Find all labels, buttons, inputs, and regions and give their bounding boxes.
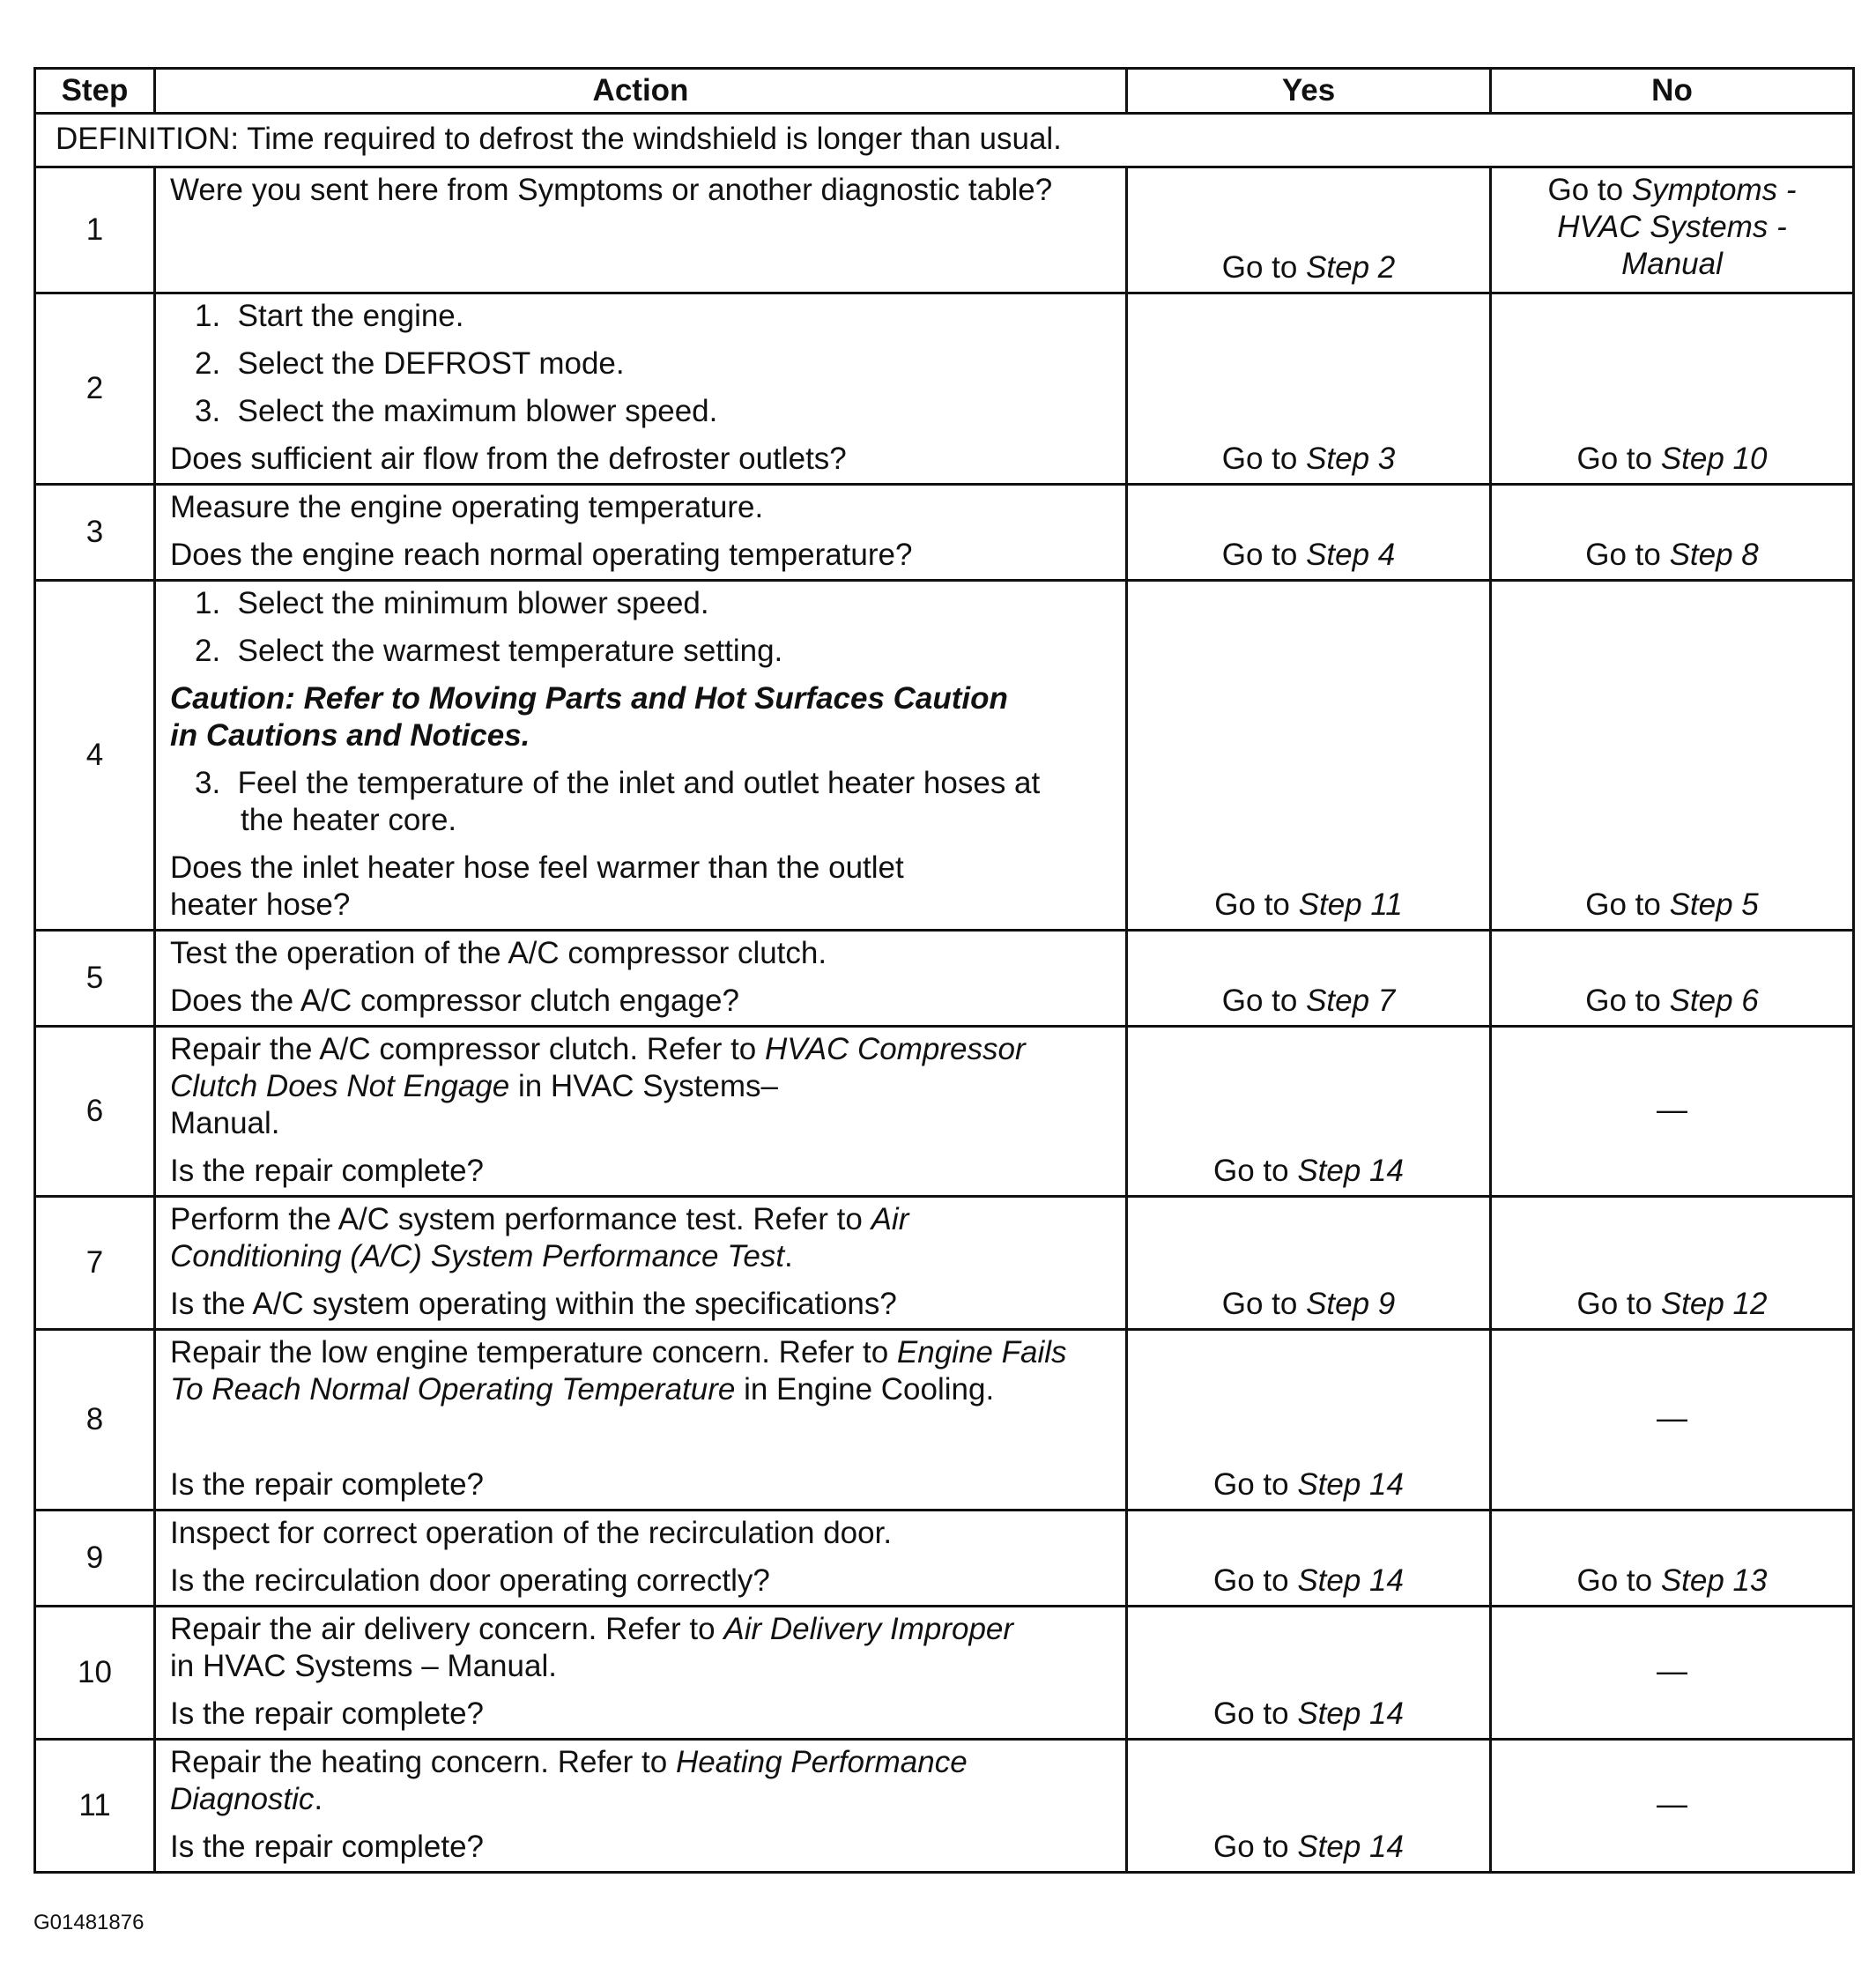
- step-ref: Step 14: [1297, 1563, 1404, 1598]
- yes-cell: [1127, 167, 1491, 293]
- yes-cell: [1127, 293, 1491, 485]
- go-to-text: Go to: [1221, 1287, 1307, 1321]
- procedure-ref: Clutch Does Not Engage: [170, 1069, 510, 1103]
- table-row: [35, 485, 1854, 581]
- table-row: [35, 1740, 1854, 1873]
- go-to-text: Go to: [1221, 442, 1307, 476]
- table-row: [35, 293, 1854, 485]
- numbered-item: [170, 345, 1111, 382]
- question-text: Is the repair complete?: [170, 1467, 485, 1502]
- action-text: Were you sent here from Symptoms or another diagnostic table?: [170, 173, 1053, 207]
- go-to-text: Go to: [1576, 1563, 1661, 1598]
- step-ref: Step 10: [1660, 442, 1768, 476]
- item-number: 2.: [195, 346, 221, 381]
- yes-cell: [1127, 931, 1491, 1027]
- step-ref: Step 4: [1306, 538, 1396, 572]
- question-text: Does sufficient air flow from the defroster outlets?: [170, 442, 847, 476]
- step-ref: Step 7: [1306, 984, 1396, 1018]
- yes-cell: [1127, 1330, 1491, 1511]
- hvac-systems-ref: HVAC Systems -: [1557, 210, 1787, 244]
- no-cell: [1491, 931, 1854, 1027]
- blank-space: [170, 1419, 1111, 1466]
- action-cell: [155, 1027, 1127, 1197]
- question-text: Is the recirculation door operating correctly?: [170, 1563, 770, 1598]
- step-ref: Step 11: [1298, 887, 1403, 922]
- step-ref: Step 13: [1660, 1563, 1768, 1598]
- item-number: 3.: [195, 766, 221, 800]
- header-yes: Yes: [1127, 69, 1491, 114]
- item-text: Select the maximum blower speed.: [237, 394, 718, 428]
- table-row: [35, 581, 1854, 931]
- action-prefix: Repair the heating concern. Refer to: [170, 1745, 676, 1779]
- item-number: 1.: [195, 586, 221, 620]
- table-row: [35, 1330, 1854, 1511]
- step-ref: Step 9: [1306, 1287, 1396, 1321]
- yes-cell: [1127, 1607, 1491, 1740]
- go-to-text: Go to: [1221, 984, 1307, 1018]
- step-ref: Step 3: [1306, 442, 1396, 476]
- action-text: [170, 1334, 1111, 1408]
- go-to-text: Go to: [1576, 442, 1661, 476]
- step-number: 7: [35, 1197, 155, 1330]
- procedure-ref: To Reach Normal Operating Temperature: [170, 1372, 736, 1407]
- table-header-row: [35, 69, 1854, 114]
- step-ref: Step 5: [1669, 887, 1759, 922]
- action-cell: [155, 1740, 1127, 1873]
- action-suffix: .: [314, 1782, 323, 1816]
- item-text: Start the engine.: [237, 299, 464, 333]
- action-cell: [155, 1330, 1127, 1511]
- procedure-ref: Air Delivery Improper: [723, 1612, 1014, 1646]
- table-row: [35, 1027, 1854, 1197]
- definition-text: DEFINITION: Time required to defrost the windshield is longer than usual.: [35, 114, 1854, 167]
- go-to-text: Go to: [1213, 1467, 1298, 1502]
- no-cell: [1491, 293, 1854, 485]
- go-to-text: Go to: [1221, 250, 1307, 285]
- symptoms-ref: Symptoms -: [1631, 173, 1797, 207]
- numbered-item: [170, 585, 1111, 622]
- step-number: 5: [35, 931, 155, 1027]
- table-row: [35, 1607, 1854, 1740]
- diagnostic-table: [33, 67, 1855, 1874]
- table-row: [35, 167, 1854, 293]
- caution-note: [170, 680, 1111, 754]
- question-text: Is the A/C system operating within the specifications?: [170, 1287, 897, 1321]
- go-to-text: Go to: [1547, 173, 1632, 207]
- header-action: Action: [155, 69, 1127, 114]
- yes-cell: [1127, 485, 1491, 581]
- yes-cell: [1127, 1197, 1491, 1330]
- action-suffix: Manual.: [170, 1106, 280, 1140]
- go-to-text: Go to: [1585, 538, 1670, 572]
- figure-id: G01481876: [33, 1911, 145, 1934]
- no-cell: —: [1491, 1330, 1854, 1511]
- action-prefix: Repair the A/C compressor clutch. Refer to: [170, 1032, 765, 1066]
- action-prefix: Repair the low engine temperature concern. Refer to: [170, 1335, 897, 1370]
- action-prefix: Perform the A/C system performance test. Refer to: [170, 1202, 871, 1236]
- item-text: Select the warmest temperature setting.: [237, 634, 783, 668]
- table-row: [35, 1511, 1854, 1607]
- go-to-text: Go to: [1585, 984, 1670, 1018]
- step-number: 9: [35, 1511, 155, 1607]
- step-number: 10: [35, 1607, 155, 1740]
- no-cell: [1491, 1511, 1854, 1607]
- step-ref: Step 14: [1297, 1467, 1404, 1502]
- header-step: Step: [35, 69, 155, 114]
- procedure-ref: Diagnostic: [170, 1782, 315, 1816]
- question-text: Is the repair complete?: [170, 1696, 485, 1731]
- action-text: [170, 1031, 1111, 1142]
- step-ref: Step 14: [1297, 1830, 1404, 1864]
- procedure-ref: Conditioning (A/C) System Performance Test: [170, 1239, 785, 1273]
- action-text: Test the operation of the A/C compressor clutch.: [170, 936, 827, 970]
- manual-ref: Manual: [1621, 247, 1723, 281]
- action-text: [170, 1201, 1111, 1275]
- question-text: [170, 850, 1111, 924]
- table-row: [35, 1197, 1854, 1330]
- numbered-item: [170, 765, 1111, 839]
- item-number: 1.: [195, 299, 221, 333]
- go-to-text: Go to: [1585, 887, 1670, 922]
- step-ref: Step 14: [1297, 1696, 1404, 1731]
- action-suffix: in HVAC Systems – Manual.: [170, 1649, 557, 1683]
- step-number: 8: [35, 1330, 155, 1511]
- caution-line: Caution: Refer to Moving Parts and Hot Surfaces Caution: [170, 681, 1008, 716]
- step-number: 2: [35, 293, 155, 485]
- yes-cell: [1127, 1027, 1491, 1197]
- question-text: Does the engine reach normal operating temperature?: [170, 538, 913, 572]
- item-number: 3.: [195, 394, 221, 428]
- no-cell: —: [1491, 1607, 1854, 1740]
- go-to-text: Go to: [1213, 1154, 1298, 1188]
- action-cell: [155, 581, 1127, 931]
- procedure-ref: Heating Performance: [675, 1745, 968, 1779]
- question-line: heater hose?: [170, 887, 351, 922]
- procedure-ref: Engine Fails: [896, 1335, 1067, 1370]
- go-to-text: Go to: [1213, 1696, 1298, 1731]
- yes-cell: [1127, 581, 1491, 931]
- step-number: 4: [35, 581, 155, 931]
- action-cell: [155, 293, 1127, 485]
- go-to-text: Go to: [1576, 1287, 1661, 1321]
- yes-cell: [1127, 1511, 1491, 1607]
- question-line: Does the inlet heater hose feel warmer than the outlet: [170, 850, 904, 885]
- no-cell: [1491, 1197, 1854, 1330]
- action-cell: [155, 931, 1127, 1027]
- numbered-item: [170, 298, 1111, 335]
- question-text: Is the repair complete?: [170, 1830, 485, 1864]
- action-prefix: Repair the air delivery concern. Refer to: [170, 1612, 724, 1646]
- action-cell: [155, 1197, 1127, 1330]
- question-text: Is the repair complete?: [170, 1154, 485, 1188]
- table-row: [35, 931, 1854, 1027]
- numbered-item: [170, 633, 1111, 670]
- step-number: 6: [35, 1027, 155, 1197]
- item-text-continued: the heater core.: [241, 803, 457, 837]
- question-text: Does the A/C compressor clutch engage?: [170, 984, 739, 1018]
- no-cell: —: [1491, 1740, 1854, 1873]
- action-text: [170, 1744, 1111, 1818]
- action-suffix: in HVAC Systems–: [509, 1069, 778, 1103]
- procedure-ref: HVAC Compressor: [765, 1032, 1026, 1066]
- action-suffix: in Engine Cooling.: [735, 1372, 995, 1407]
- step-ref: Step 12: [1660, 1287, 1768, 1321]
- action-cell: [155, 485, 1127, 581]
- action-cell: [155, 1511, 1127, 1607]
- no-cell: [1491, 167, 1854, 293]
- item-number: 2.: [195, 634, 221, 668]
- numbered-item: [170, 393, 1111, 430]
- definition-row: [35, 114, 1854, 167]
- step-ref: Step 6: [1669, 984, 1759, 1018]
- action-cell: [155, 1607, 1127, 1740]
- no-cell: —: [1491, 1027, 1854, 1197]
- step-ref: Step 2: [1306, 250, 1396, 285]
- action-text: Inspect for correct operation of the recirculation door.: [170, 1516, 893, 1550]
- header-no: No: [1491, 69, 1854, 114]
- action-text: [170, 1611, 1111, 1685]
- go-to-text: Go to: [1213, 1830, 1298, 1864]
- item-text: Select the minimum blower speed.: [237, 586, 709, 620]
- yes-cell: [1127, 1740, 1491, 1873]
- go-to-text: Go to: [1213, 1563, 1298, 1598]
- action-suffix: .: [784, 1239, 793, 1273]
- item-text: Feel the temperature of the inlet and outlet heater hoses at: [237, 766, 1041, 800]
- no-cell: [1491, 485, 1854, 581]
- step-number: 11: [35, 1740, 155, 1873]
- action-text: Measure the engine operating temperature.: [170, 490, 764, 524]
- step-number: 1: [35, 167, 155, 293]
- action-cell: [155, 167, 1127, 293]
- step-number: 3: [35, 485, 155, 581]
- step-ref: Step 8: [1669, 538, 1759, 572]
- step-ref: Step 14: [1297, 1154, 1404, 1188]
- go-to-text: Go to: [1221, 538, 1307, 572]
- procedure-ref: Air: [871, 1202, 909, 1236]
- caution-line: in Cautions and Notices.: [170, 718, 530, 753]
- go-to-text: Go to: [1214, 887, 1299, 922]
- no-cell: [1491, 581, 1854, 931]
- item-text: Select the DEFROST mode.: [237, 346, 625, 381]
